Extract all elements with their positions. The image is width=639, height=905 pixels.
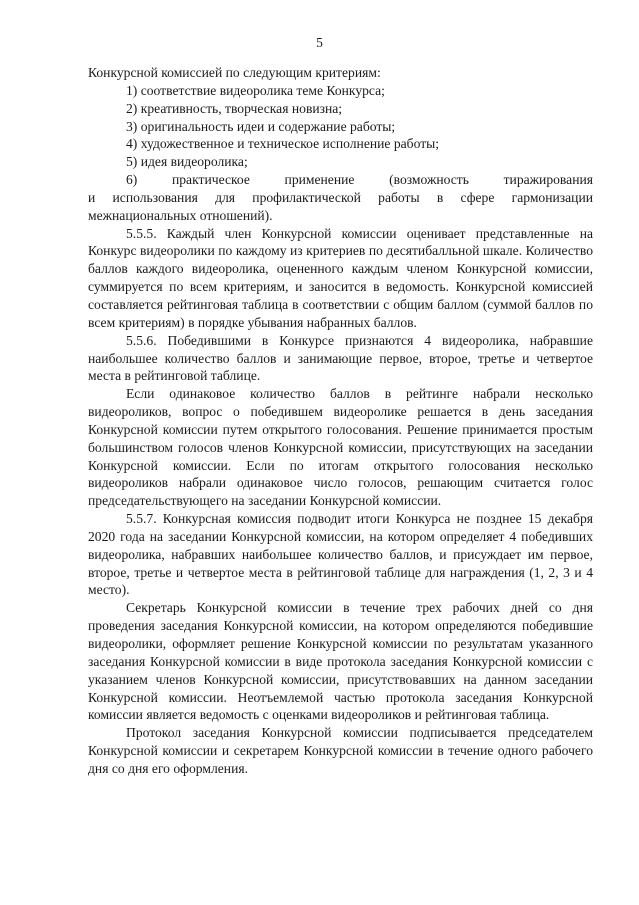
criterion-6-continuation: и использования для профилактической работы в сфере гармонизации межнациональных отношений).: [88, 189, 593, 223]
criterion-5: 5) идея видеоролика;: [126, 154, 248, 170]
paragraph-5-5-7: 5.5.7. Конкурсная комиссия подводит итоги Конкурса не позднее 15 декабря 2020 года на заседании Конкурсной комиссии, на котором определяет 4 победивших видеоролика, набравших наибольшее количество баллов, и присуждает им первое, второе, третье и четвертое места в рейтинговой таблице для награждения (1, 2, 3 и 4 место).: [88, 511, 593, 598]
paragraph-secretary: Секретарь Конкурсной комиссии в течение трех рабочих дней со дня проведения заседания Конкурсной комиссии, на котором определяются победившие видеоролики, оформляет решение Конкурсной комиссии по результатам указанного заседания Конкурсной комиссии в виде протокола заседания Конкурсной комиссии с указанием членов Конкурсной комиссии, присутствовавших на данном заседании Конкурсной комиссии. Неотъемлемой частью протокола заседания Конкурсной комиссии является ведомость с оценками видеороликов и рейтинговая таблица.: [88, 600, 593, 723]
criterion-4: 4) художественное и техническое исполнение работы;: [126, 136, 440, 152]
paragraph-5-5-6: 5.5.6. Победившими в Конкурсе признаются 4 видеоролика, набравшие наибольшее количество баллов и занимающие первое, второе, третье и четвертое места в рейтинговой таблице.: [88, 332, 593, 384]
paragraph-protocol: Протокол заседания Конкурсной комиссии подписывается председателем Конкурсной комиссии и секретарем Конкурсной комиссии в течение одного рабочего дня со дня его оформления.: [88, 725, 593, 776]
paragraph-5-5-5: 5.5.5. Каждый член Конкурсной комиссии оценивает представленные на Конкурс видеоролики по каждому из критериев по десятибалльной шкале. Количество баллов каждого видеоролика, оцененного каждым членом Конкурсной комиссии, суммируется по всем критериям, и заносится в ведомость. Конкурсной комиссией составляется рейтинговая таблица в соответствии с общим баллом (суммой баллов по всем критериям) в порядке убывания набранных баллов.: [88, 225, 593, 330]
criterion-2: 2) креативность, творческая новизна;: [126, 100, 343, 116]
criterion-3: 3) оригинальность идеи и содержание работы;: [126, 118, 396, 134]
criterion-6: 6) практическое применение (возможность тиражирования: [126, 172, 593, 188]
criteria-list: [88, 82, 593, 189]
intro-line: Конкурсной комиссией по следующим критериям:: [88, 65, 381, 80]
document-body: [88, 64, 593, 778]
criterion-1: 1) соответствие видеоролика теме Конкурса;: [126, 82, 385, 98]
page-number: 5: [316, 35, 323, 50]
paragraph-tie-vote: Если одинаковое количество баллов в рейтинге набрали несколько видеороликов, вопрос о победившем видеоролике решается в день заседания Конкурсной комиссии путем открытого голосования. Решение принимается простым большинством голосов членов Конкурсной комиссии, присутствующих на заседании Конкурсной комиссии. Если по итогам открытого голосования несколько видеороликов набрали одинаковое число голосов, решающим считается голос председательствующего на заседании Конкурсной комиссии.: [88, 386, 593, 509]
